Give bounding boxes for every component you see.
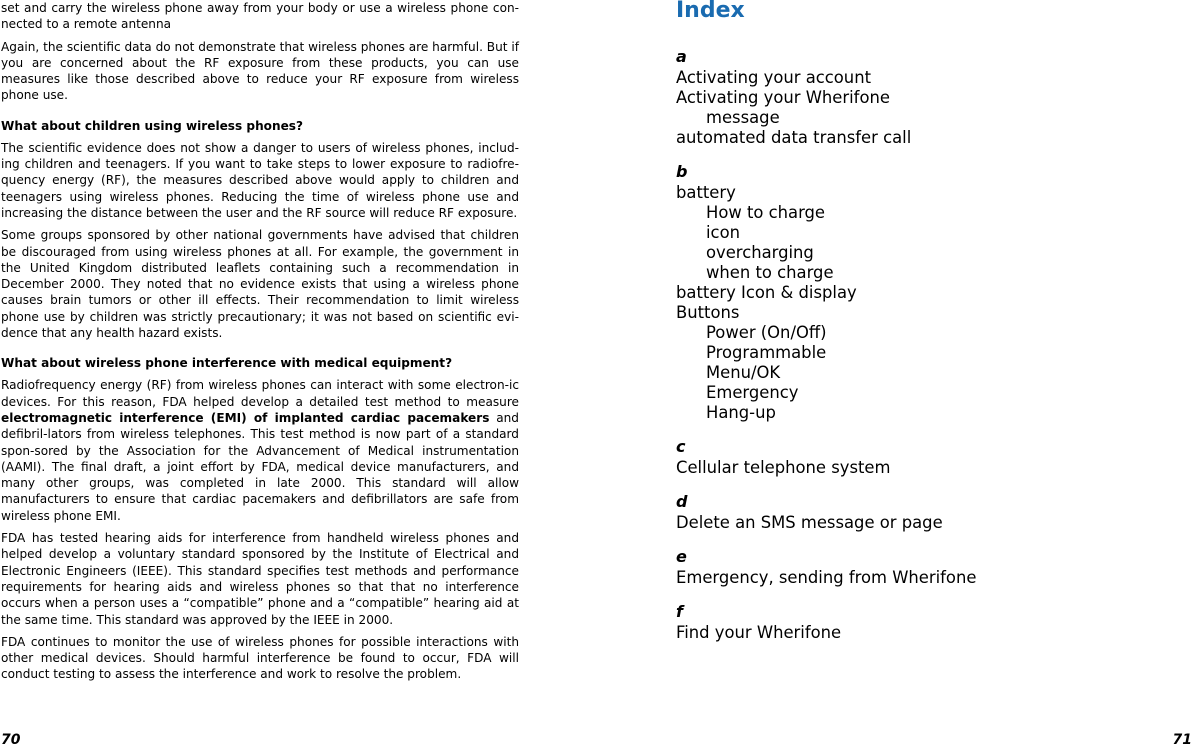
index-letter: f — [676, 602, 683, 621]
index-title: Index — [676, 0, 745, 23]
page-number-right: 71 — [1172, 732, 1192, 748]
paragraph-children-evidence: The scientific evidence does not show a danger to users of wireless phones, includ-ing children and teenagers. If you want to take steps to lower exposure to radiofre-quency energy (RF), the measures described above would apply to children and teenagers using wireless phones. Reducing the time of wireless phone use and increasing the distance between the user and the RF source will reduce RF exposure. — [1, 140, 519, 220]
text-segment: Radiofrequency energy (RF) from wireless phones can interact with some electron-ic devices. For this reason, FDA helped develop a detailed test method to measure — [1, 378, 519, 409]
index-section-e — [676, 548, 976, 588]
index-section-a — [676, 48, 911, 148]
index-entry[interactable]: battery Icon & display — [676, 283, 857, 302]
index-subentry[interactable]: How to charge — [706, 203, 826, 222]
index-entry[interactable]: battery — [676, 183, 736, 202]
paragraph-rf-pacemakers — [1, 377, 519, 524]
heading-medical-interference: What about wireless phone interference with medical equipment? — [1, 356, 453, 371]
index-subentry[interactable]: Power (On/Off) — [706, 323, 827, 342]
index-subentry[interactable]: Programmable — [706, 343, 827, 362]
index-subentry[interactable]: overcharging — [706, 243, 814, 262]
index-entry[interactable]: Activating your account — [676, 68, 872, 87]
index-subentry[interactable]: Hang-up — [706, 403, 776, 422]
index-section-d — [676, 493, 943, 533]
index-entry[interactable]: Emergency, sending from Wherifone — [676, 568, 977, 587]
index-subentry[interactable]: when to charge — [706, 263, 834, 282]
index-entry[interactable]: Find your Wherifone — [676, 623, 842, 642]
index-entry[interactable]: Delete an SMS message or page — [676, 513, 943, 532]
index-entry[interactable]: automated data transfer call — [676, 128, 912, 147]
text-segment: and defibril-lators from wireless telephones. This test method is now part of a standard spon-sored by the Association for the Advancement of Medical instrumentation (AAMI). The final draft, a joint effort by FDA, medical device manufacturers, and many other groups, was completed in late 2000. This standard will allow manufacturers to ensure that cardiac pacemakers and defibrillators are safe from wireless phone EMI. — [1, 410, 519, 523]
index-section-f — [676, 603, 841, 643]
page-number-left: 70 — [1, 732, 21, 748]
index-entry[interactable]: Activating your Wherifone — [676, 88, 890, 107]
paragraph-hearing-aids: FDA has tested hearing aids for interference from handheld wireless phones and helped develop a voluntary standard sponsored by the Institute of Electrical and Electronic Engineers (IEEE). This standard specifies test methods and performance requirements for hearing aids and wireless phones so that that no interference occurs when a person uses a “compatible” phone and a “compatible” hearing aid at the same time. This standard was approved by the IEEE in 2000. — [1, 531, 519, 627]
index-letter: b — [676, 162, 688, 181]
index-section-b — [676, 163, 857, 423]
index-entry[interactable]: Cellular telephone system — [676, 458, 891, 477]
index-section-c — [676, 438, 890, 478]
index-subentry[interactable]: message — [706, 108, 780, 127]
index-subentry[interactable]: icon — [706, 223, 740, 242]
bold-emi-term: electromagnetic interference (EMI) of implanted cardiac pacemakers — [1, 410, 490, 425]
index-entry[interactable]: Buttons — [676, 303, 740, 322]
index-subentry[interactable]: Menu/OK — [706, 363, 781, 382]
left-page-body — [1, 0, 519, 689]
paragraph-remote-antenna: set and carry the wireless phone away from your body or use a wireless phone con-nected to a remote antenna — [1, 1, 519, 32]
index-letter: c — [676, 437, 686, 456]
index-letter: e — [676, 547, 687, 566]
paragraph-fda-monitor: FDA continues to monitor the use of wireless phones for possible interactions with other medical devices. Should harmful interference be found to occur, FDA will conduct testing to assess the interference and work to resolve the problem. — [1, 634, 519, 682]
paragraph-scientific-data: Again, the scientific data do not demonstrate that wireless phones are harmful. But if you are concerned about the RF exposure from these products, you can use measures like those described above to reduce your RF exposure from wireless phone use. — [1, 39, 519, 103]
paragraph-uk-government: Some groups sponsored by other national governments have advised that children be discouraged from using wireless phones at all. For example, the government in the United Kingdom distributed leaflets containing such a recommendation in December 2000. They noted that no evidence exists that using a wireless phone causes brain tumors or other ill effects. Their recommendation to limit wireless phone use by children was strictly precautionary; it was not based on scientific evi-dence that any health hazard exists. — [1, 228, 519, 341]
index-letter: a — [676, 47, 687, 66]
heading-children: What about children using wireless phones? — [1, 118, 304, 133]
index-letter: d — [676, 492, 688, 511]
index-subentry[interactable]: Emergency — [706, 383, 799, 402]
